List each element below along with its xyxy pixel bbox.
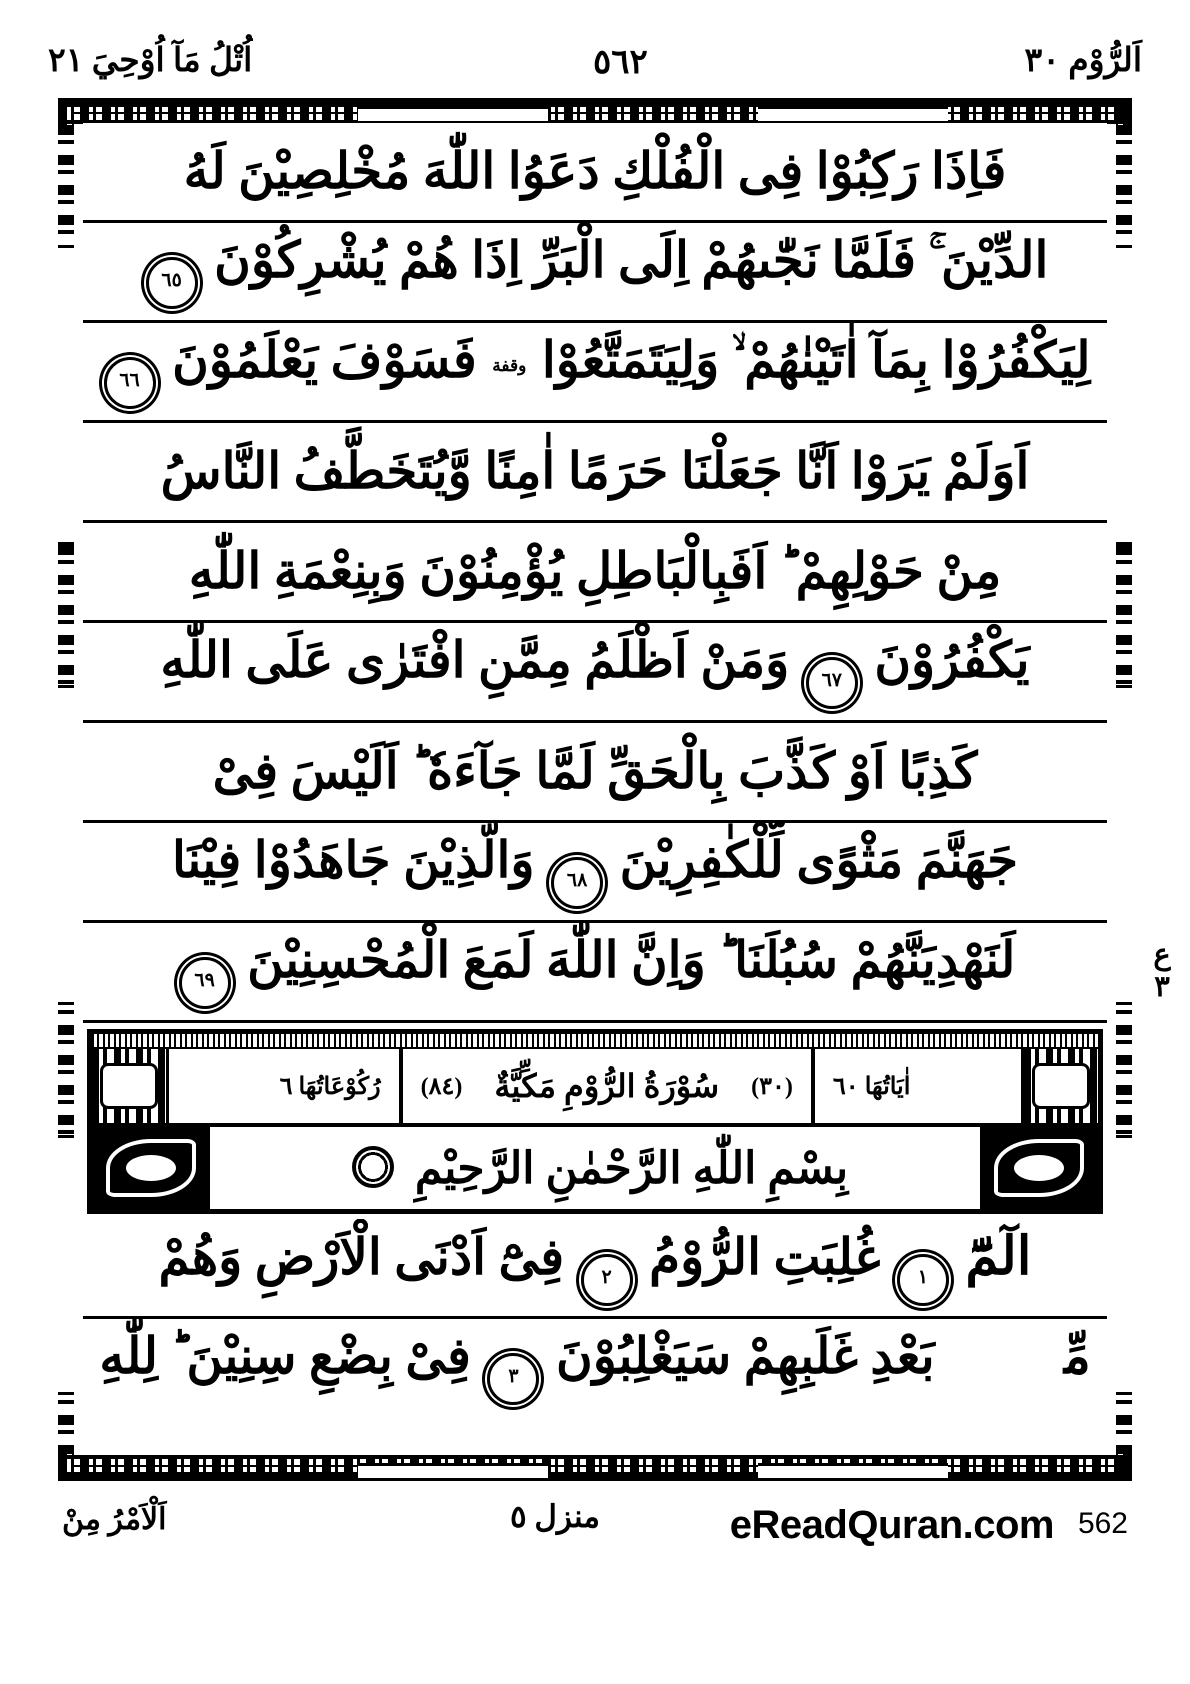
ayah-line — [83, 223, 1107, 323]
ayah-end-marker: ٢ — [581, 1254, 633, 1306]
ruku-mark-number: ٣ — [1154, 970, 1170, 1003]
ornament-band-top — [58, 98, 1132, 124]
ayah-line — [83, 323, 1107, 423]
ayah-text: مِّنْۢ بَعْدِ غَلَبِهِمْ سَيَغْلِبُوْنَ — [555, 1328, 1091, 1384]
ayah-text: الٓمّٓ — [965, 1227, 1032, 1286]
footer-brand-link[interactable]: eReadQuran.com — [729, 1503, 1054, 1547]
ayah-text: جَهَنَّمَ مَثْوًى لِّلْكٰفِرِيْنَ — [619, 832, 1019, 888]
footer-left-note-text: اَلْاَمْرُ مِنْ — [62, 1503, 167, 1536]
surah-number: (٣٠) — [751, 1073, 793, 1100]
surah-title: سُوْرَةُ الرُّوْمِ مَكِّيَّةٌ — [494, 1068, 720, 1104]
ayah-text-tail: فِىْ بِضْعِ سِنِيْنَ ؕ لِلّٰهِ — [99, 1328, 471, 1384]
header-surah-label: اَلرُّوْم ٣٠ — [1024, 42, 1142, 79]
surah-title-row — [92, 1049, 1098, 1127]
ayah-text: مِنْ حَوْلِهِمْ ؕ اَفَبِالْبَاطِلِ يُؤْمِنُوْنَ وَبِنِعْمَةِ اللّٰهِ — [188, 543, 1002, 600]
ayah-text-mid: غُلِبَتِ الرُّوْمُ — [649, 1228, 881, 1285]
surah-ayat-count: اٰيَاتُهَا ٦٠ — [832, 1073, 911, 1100]
corner-ornament-left — [92, 1049, 169, 1123]
bead-ornament-row — [92, 1034, 1098, 1049]
ayah-text-tail: فَسَوْفَ يَعْلَمُوْنَ — [172, 332, 477, 388]
surah-revelation-order: (٨٤) — [420, 1073, 463, 1100]
footer-left-note — [62, 1501, 166, 1539]
page-header — [48, 32, 1142, 94]
ruku-mark-letter: ع — [1153, 939, 1171, 971]
ayah-line — [83, 923, 1107, 1023]
ayah-line — [83, 1219, 1107, 1319]
ayah-end-marker: ٦٧ — [806, 657, 858, 709]
ayah-text: الدِّيْنَ ۚ فَلَمَّا نَجّٰىهُمْ اِلَى الْبَرِّ اِذَا هُمْ يُشْرِكُوْنَ — [214, 232, 1049, 288]
ayah-end-marker: ٦٨ — [551, 857, 603, 909]
ayah-end-marker: ٦٩ — [179, 957, 231, 1009]
ruku-margin-mark — [1142, 940, 1182, 1004]
ornament-band-bottom — [58, 1455, 1132, 1481]
ornament-side-left — [58, 125, 74, 1454]
ayah-text: كَذِبًا اَوْ كَذَّبَ بِالْحَقِّ لَمَّا جَآءَهٗ ؕ اَلَيْسَ فِىْ — [212, 743, 978, 800]
ayah-line — [83, 823, 1107, 923]
header-juz-label: اُتْلُ مَآ اُوْحِيَ ٢١ — [48, 42, 253, 79]
ayah-text-tail: وَمَنْ اَظْلَمُ مِمَّنِ افْتَرٰى عَلَى اللّٰهِ — [160, 632, 790, 688]
bismillah-row — [92, 1127, 1098, 1209]
ayah-text: فَاِذَا رَكِبُوْا فِى الْفُلْكِ دَعَوُا اللّٰهَ مُخْلِصِيْنَ لَهُ — [183, 143, 1007, 200]
ornament-side-right — [1116, 125, 1132, 1454]
ayah-end-marker: ٦٦ — [104, 357, 156, 409]
ayah-end-marker: ٣ — [487, 1353, 539, 1405]
ayah-text-tail: وَالَّذِيْنَ جَاهَدُوْا فِيْنَا — [171, 832, 535, 888]
ayah-end-marker: ١ — [897, 1254, 949, 1306]
ayah-line — [83, 523, 1107, 623]
ayah-text-tail: فِىْٓ اَدْنَى الْاَرْضِ وَهُمْ — [158, 1228, 565, 1285]
ayah-line — [83, 623, 1107, 723]
surah-ruku-count: رُكُوْعَاتُهَا ٦ — [279, 1073, 381, 1100]
footer-page-number: 562 — [1077, 1507, 1128, 1540]
panel-divider — [399, 1049, 403, 1123]
ornament-gap — [358, 106, 548, 124]
corner-ornament-right — [1021, 1049, 1098, 1123]
quran-text-block — [83, 123, 1107, 1456]
ayah-line — [83, 1319, 1107, 1416]
ayah-line — [83, 423, 1107, 523]
ornament-gap — [358, 1463, 548, 1481]
ayah-text: يَكْفُرُوْنَ — [874, 632, 1030, 688]
footer-manzil-label: منزل ٥ — [510, 1499, 600, 1534]
header-page-number: ٥٦٢ — [593, 44, 648, 81]
bismillah-ornament-right — [980, 1127, 1098, 1209]
panel-divider — [811, 1049, 815, 1123]
bismillah-ornament-left — [92, 1127, 210, 1209]
ayah-text: اَوَلَمْ يَرَوْا اَنَّا جَعَلْنَا حَرَمًا اٰمِنًا وَّيُتَخَطَّفُ النَّاسُ — [160, 443, 1030, 500]
ayah-text: لَنَهْدِيَنَّهُمْ سُبُلَنَا ؕ وَاِنَّ اللّٰهَ لَمَعَ الْمُحْسِنِيْنَ — [247, 932, 1016, 988]
bismillah-text: بِسْمِ اللّٰهِ الرَّحْمٰنِ الرَّحِيْمِ — [414, 1143, 849, 1193]
page-footer — [58, 1495, 1132, 1645]
bismillah-rosette-icon — [352, 1146, 394, 1188]
ornament-gap — [758, 1463, 948, 1481]
ayah-text: لِيَكْفُرُوْا بِمَآ اٰتَيْنٰهُمْ ۙ وَلِيَتَمَتَّعُوْا — [541, 332, 1091, 388]
waqf-note: وقفة — [492, 356, 527, 375]
ayah-line — [83, 723, 1107, 823]
ayah-line — [83, 123, 1107, 223]
ornament-gap — [758, 106, 948, 124]
ayah-end-marker: ٦٥ — [146, 257, 198, 309]
surah-header-panel — [87, 1029, 1103, 1214]
ornamental-frame — [58, 98, 1132, 1481]
